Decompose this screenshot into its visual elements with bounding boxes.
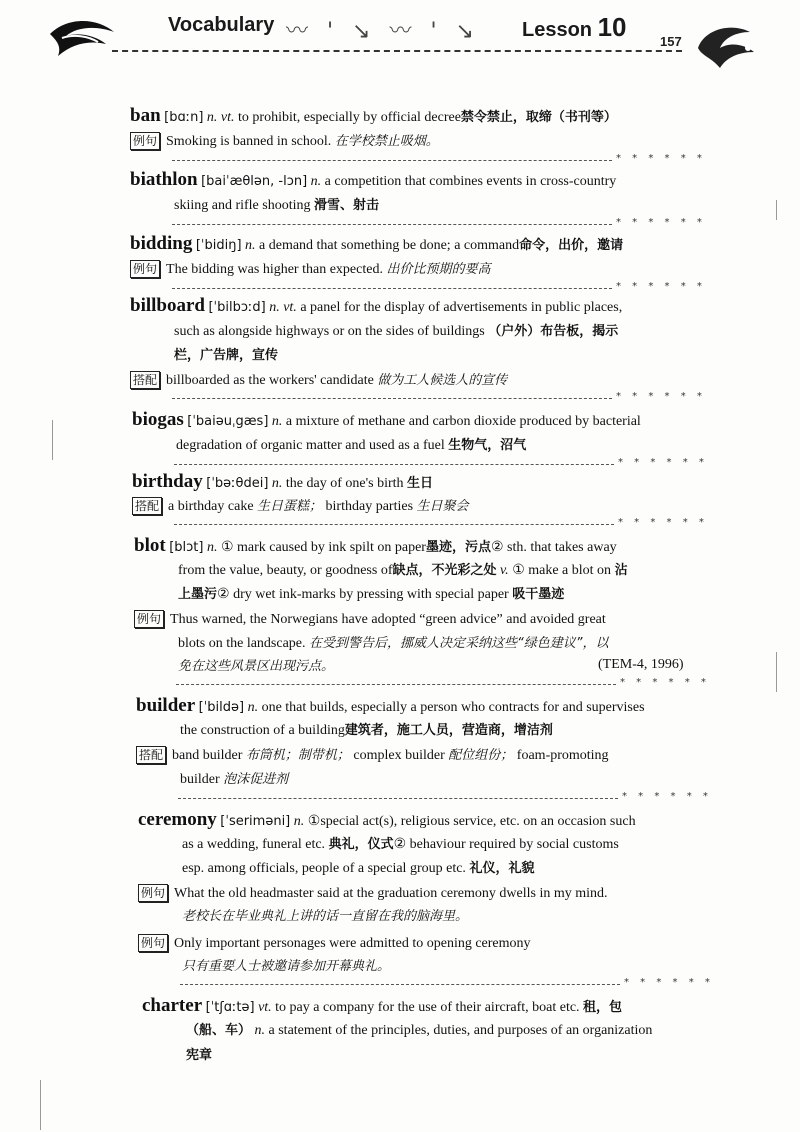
- definition-zh: 沾: [614, 563, 628, 578]
- definition: a panel for the display of advertisements in public places,: [300, 300, 623, 315]
- decorative-waves-icon: 〰 ' ↘ 〰 ' ↘: [286, 19, 480, 44]
- definition: a demand that something be done; a command: [259, 238, 520, 253]
- definition: one that builds, especially a person who contracts for and supervises: [261, 700, 645, 715]
- part-of-speech: n. vt.: [269, 300, 297, 315]
- definition: to pay a company for the use of their aircraft, boat etc.: [275, 1000, 580, 1015]
- example-en: The bidding was higher than expected.: [166, 262, 383, 277]
- definition: ① mark caused by ink spilt on paper: [220, 540, 426, 555]
- headword: birthday: [132, 471, 203, 492]
- example-line: [178, 634, 609, 654]
- page-header: [0, 0, 800, 70]
- definition-zh: （户外）布告板，揭示: [488, 324, 619, 339]
- definition-zh: 墨迹，污点: [425, 540, 491, 555]
- entry-line: [130, 106, 617, 128]
- headword: ceremony: [138, 809, 217, 830]
- headword: charter: [142, 995, 203, 1016]
- collocation-zh: 配位组份；: [448, 748, 514, 763]
- entry-separator: [178, 798, 618, 799]
- brush-swirl-right-icon: [690, 18, 760, 70]
- example-en: Only important personages were admitted to opening ceremony: [174, 936, 531, 951]
- entry-line: [174, 322, 618, 342]
- entry-line: [186, 1046, 212, 1066]
- definition-zh: 滑雪、射击: [314, 198, 380, 213]
- entry-separator: [174, 464, 614, 465]
- pronunciation: [ˈbidiŋ]: [195, 238, 242, 253]
- definition-zh: 上墨污: [178, 587, 218, 602]
- collocation-en: a birthday cake: [168, 499, 254, 514]
- headword: builder: [136, 695, 196, 716]
- entry-line: [174, 346, 278, 366]
- part-of-speech: n. vt.: [206, 110, 235, 125]
- example-zh: 出价比预期的要高: [386, 262, 491, 277]
- example-zh: 只有重要人士被邀请参加开幕典礼。: [182, 959, 391, 974]
- collocation-line: [132, 497, 469, 517]
- part-of-speech: n.: [271, 476, 283, 491]
- separator-stars: * * * * * *: [616, 153, 706, 164]
- example-line: [182, 957, 390, 977]
- example-line: [178, 657, 334, 677]
- collocation-tag: 搭配: [132, 497, 162, 515]
- separator-stars: * * * * * *: [620, 677, 710, 688]
- definition: the day of one's birth: [285, 476, 404, 491]
- definition-zh: 吸干墨迹: [512, 587, 565, 602]
- pronunciation: [ˈbaiəuˌgæs]: [187, 414, 269, 429]
- collocation-zh: 生日蛋糕；: [257, 499, 323, 514]
- entry-line: [130, 170, 616, 192]
- example-zh: 免在这些风景区出现污点。: [178, 659, 335, 674]
- definition-zh: 缺点，不光彩之处: [392, 563, 497, 578]
- separator-stars: * * * * * *: [622, 791, 712, 802]
- entry-line: [138, 810, 636, 832]
- separator-stars: * * * * * *: [624, 977, 714, 988]
- pronunciation: [baiˈæθlən, -lɔn]: [201, 174, 308, 189]
- definition: to prohibit, especially by official decree: [238, 110, 461, 125]
- entry-separator: [176, 684, 616, 685]
- entry-line: [134, 536, 617, 558]
- pronunciation: [bɑːn]: [164, 110, 204, 125]
- example-tag: 例句: [134, 610, 164, 628]
- pronunciation: [ˈtʃɑːtə]: [205, 1000, 255, 1015]
- example-zh: 在学校禁止吸烟。: [334, 134, 439, 149]
- pronunciation: [ˈseriməni]: [220, 814, 291, 829]
- separator-stars: * * * * * *: [616, 217, 706, 228]
- definition-zh: 生物气，沼气: [448, 438, 527, 453]
- part-of-speech: n.: [293, 814, 305, 829]
- entry-line: [182, 835, 619, 855]
- entry-separator: [172, 160, 612, 161]
- definition: a mixture of methane and carbon dioxide produced by bacterial: [285, 414, 641, 429]
- definition: ② dry wet ink-marks by pressing with special paper: [217, 587, 509, 602]
- definition: ② sth. that takes away: [490, 540, 617, 555]
- entry-line: [136, 696, 645, 718]
- example-en: What the old headmaster said at the graduation ceremony dwells in my mind.: [174, 886, 608, 901]
- collocation-en: billboarded as the workers' candidate: [166, 373, 374, 388]
- entry-separator: [172, 288, 612, 289]
- header-vocabulary: Vocabulary: [168, 14, 275, 36]
- headword: biogas: [132, 409, 184, 430]
- entry-line: [176, 436, 526, 456]
- collocation-en: complex builder: [353, 748, 445, 763]
- header-lesson: [522, 12, 627, 43]
- separator-stars: * * * * * *: [616, 391, 706, 402]
- pronunciation: [blɔt]: [169, 540, 204, 555]
- headword: ban: [130, 105, 161, 126]
- pronunciation: [ˈbildə]: [198, 700, 245, 715]
- entry-line: [180, 721, 553, 741]
- example-source: (TEM-4, 1996): [598, 657, 684, 672]
- margin-line: [52, 420, 53, 460]
- lesson-word: Lesson: [522, 19, 593, 41]
- collocation-en: band builder: [172, 748, 243, 763]
- definition: a statement of the principles, duties, and purposes of an organization: [268, 1023, 653, 1038]
- collocation-line: [130, 371, 507, 391]
- definition: ① make a blot on: [512, 563, 612, 578]
- definition-zh: 宪章: [186, 1048, 213, 1063]
- collocation-en: builder: [180, 772, 220, 787]
- example-tag: 例句: [138, 934, 168, 952]
- collocation-en: birthday parties: [325, 499, 414, 514]
- example-line: [130, 260, 490, 280]
- example-line: [182, 907, 468, 927]
- example-line: [134, 610, 606, 630]
- definition: such as alongside highways or on the sides of buildings: [174, 324, 485, 339]
- entry-line: [178, 585, 564, 605]
- entry-line: [142, 996, 622, 1018]
- definition: a competition that combines events in cross-country: [324, 174, 617, 189]
- definition-zh: 栏，广告牌，宣传: [174, 348, 279, 363]
- entry-separator: [174, 524, 614, 525]
- part-of-speech: vt.: [258, 1000, 272, 1015]
- entry-line: [178, 561, 628, 581]
- part-of-speech: n.: [245, 238, 256, 253]
- example-tag: 例句: [130, 260, 160, 278]
- example-en: Smoking is banned in school.: [166, 134, 332, 149]
- definition: esp. among officials, people of a special group etc.: [182, 861, 466, 876]
- definition: the construction of a building: [180, 723, 345, 738]
- part-of-speech: v.: [500, 563, 509, 578]
- example-en: Thus warned, the Norwegians have adopted “green advice” and avoided great: [170, 612, 606, 627]
- part-of-speech: n.: [254, 1023, 266, 1038]
- part-of-speech: n.: [271, 414, 283, 429]
- definition-zh: 礼仪，礼貌: [469, 861, 535, 876]
- definition: skiing and rifle shooting: [174, 198, 311, 213]
- definition: ①special act(s), religious service, etc. on an occasion such: [307, 814, 636, 829]
- part-of-speech: n.: [247, 700, 259, 715]
- definition-zh: （船、车）: [186, 1023, 252, 1038]
- example-en: blots on the landscape.: [178, 636, 306, 651]
- definition: degradation of organic matter and used as a fuel: [176, 438, 445, 453]
- definition-zh: 建筑者，施工人员，营造商，增洁剂: [344, 723, 553, 738]
- entry-line: [132, 410, 641, 432]
- separator-stars: * * * * * *: [616, 281, 706, 292]
- margin-line: [40, 1080, 41, 1130]
- definition-zh: 典礼，仪式: [328, 837, 394, 852]
- example-line: [138, 934, 531, 954]
- headword: billboard: [130, 295, 205, 316]
- definition-zh: 禁令禁止，取缔（书刊等）: [460, 110, 617, 125]
- collocation-en: foam-promoting: [516, 748, 609, 763]
- collocation-zh: 布筒机；制带机；: [245, 748, 350, 763]
- example-line: [138, 884, 608, 904]
- page-number: 157: [660, 34, 682, 49]
- entry-separator: [172, 398, 612, 399]
- header-divider: [112, 50, 682, 52]
- example-tag: 例句: [138, 884, 168, 902]
- definition-zh: 生日: [407, 476, 434, 491]
- definition-zh: 租，包: [583, 1000, 623, 1015]
- pronunciation: [ˈbilbɔːd]: [208, 300, 266, 315]
- margin-line: [776, 652, 777, 692]
- definition: from the value, beauty, or goodness of: [178, 563, 393, 578]
- brush-swirl-icon: [48, 14, 118, 64]
- definition: ② behaviour required by social customs: [393, 837, 619, 852]
- headword: biathlon: [130, 169, 198, 190]
- collocation-tag: 搭配: [130, 371, 160, 389]
- entry-line: [132, 472, 433, 494]
- part-of-speech: n.: [310, 174, 322, 189]
- definition-zh: 命令，出价，邀请: [519, 238, 624, 253]
- lesson-number: 10: [597, 12, 627, 42]
- collocation-tag: 搭配: [136, 746, 166, 764]
- entry-line: [130, 296, 622, 318]
- separator-stars: * * * * * *: [618, 457, 708, 468]
- separator-stars: * * * * * *: [618, 517, 708, 528]
- collocation-line: [180, 770, 288, 790]
- pronunciation: [ˈbəːθdei]: [206, 476, 269, 491]
- collocation-zh: 泡沫促进剂: [223, 772, 289, 787]
- entry-line: [182, 859, 534, 879]
- entry-line: [186, 1021, 652, 1041]
- collocation-zh: 做为工人候选人的宣传: [377, 373, 508, 388]
- entry-separator: [172, 224, 612, 225]
- entry-line: [174, 196, 379, 216]
- example-tag: 例句: [130, 132, 160, 150]
- part-of-speech: n.: [206, 540, 218, 555]
- collocation-zh: 生日聚会: [416, 499, 469, 514]
- margin-line: [776, 200, 777, 220]
- example-line: [130, 132, 439, 152]
- example-zh: 在受到警告后，挪威人决定采纳这些“绿色建议”，以: [309, 636, 609, 651]
- example-zh: 老校长在毕业典礼上讲的话一直留在我的脑海里。: [182, 909, 469, 924]
- entry-separator: [180, 984, 620, 985]
- definition: as a wedding, funeral etc.: [182, 837, 326, 852]
- headword: blot: [134, 535, 166, 556]
- collocation-line: [136, 746, 609, 766]
- headword: bidding: [130, 233, 193, 254]
- entry-line: [130, 234, 623, 256]
